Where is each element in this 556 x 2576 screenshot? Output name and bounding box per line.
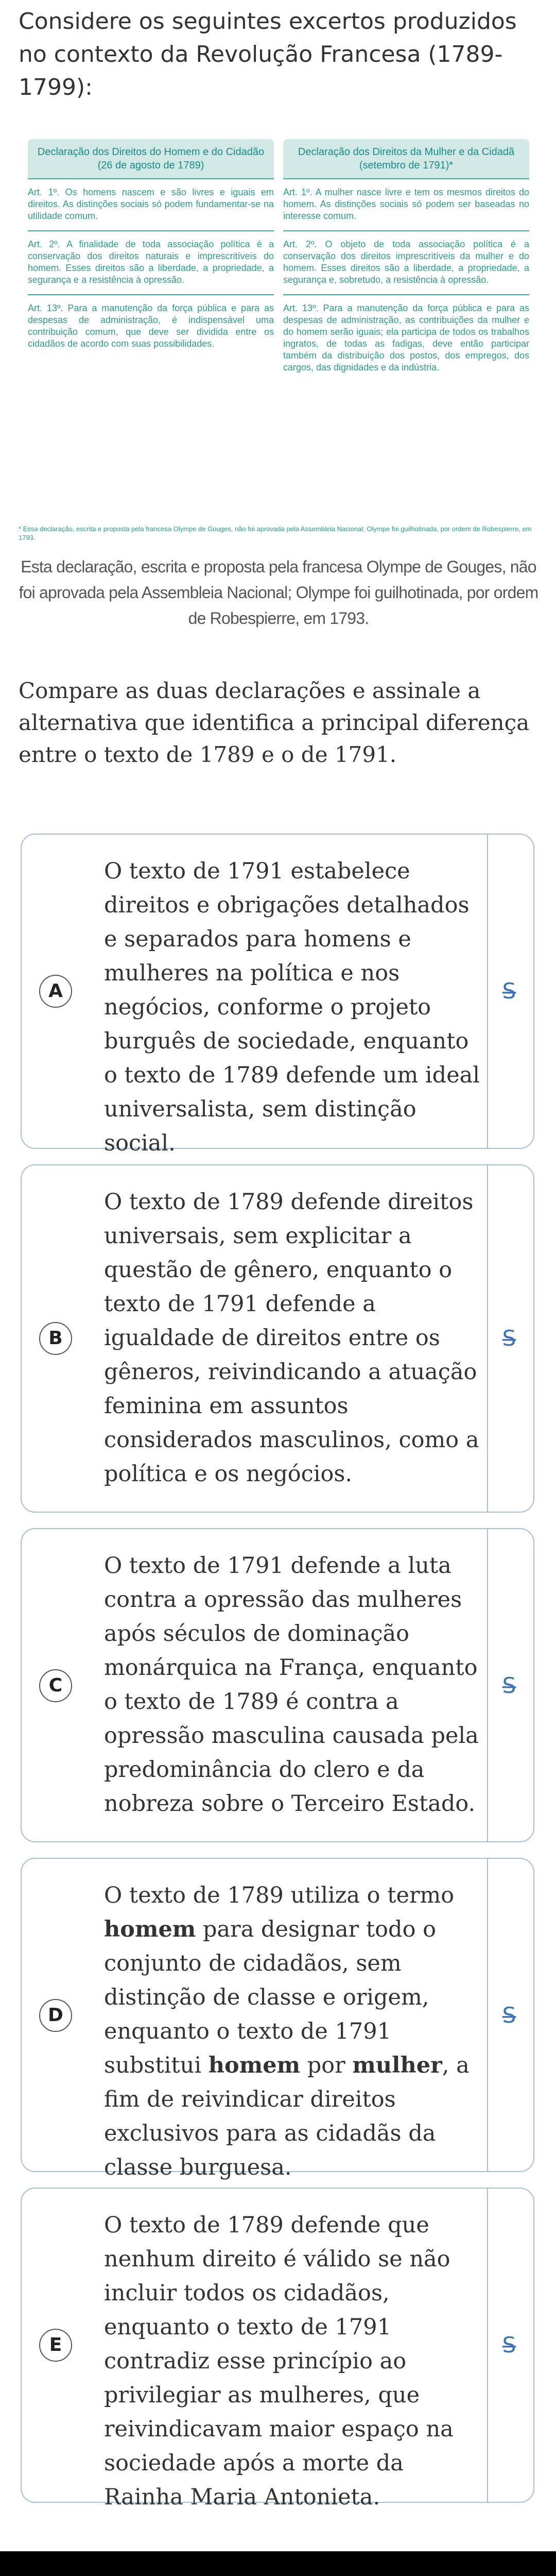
- emphasis-homem: homem: [104, 1917, 196, 1942]
- divider: [487, 1529, 488, 1841]
- table-footnote: * Essa declaração, escrita e proposta pela francesa Olympe de Gouges, não foi aprovada pela Assembleia Nacional; Olympe foi guilhotinada, por ordem de Robespierre, em 1793.: [19, 525, 532, 541]
- option-b[interactable]: [21, 1164, 534, 1513]
- option-text: O texto de 1789 utiliza o termo homem para designar todo o conjunto de cidadãos, sem distinção de classe e origem, enquanto o texto de 1791 substitui homem por mulher, a fim de reivindicar direitos exclusivos para as cidadãs da classe burguesa.: [104, 1883, 470, 2180]
- option-letter: C: [39, 1669, 72, 1702]
- divider: [487, 835, 488, 1148]
- strikethrough-icon[interactable]: S̶: [502, 1326, 516, 1351]
- emphasis-mulher: mulher: [352, 2053, 442, 2078]
- divider: [487, 1859, 488, 2171]
- option-e[interactable]: [21, 2188, 534, 2510]
- article-13-1789: Art. 13º. Para a manutenção da força pública e para as despesas de administração, é indispensável uma contribuição comum, que deve ser dividida entre os cidadãos de acordo com suas possibilidades.: [28, 294, 274, 382]
- article-1-1789: Art. 1º. Os homens nascem e são livres e iguais em direitos. As distinções sociais só podem fundamentar-se na utilidade comum.: [28, 178, 274, 230]
- header-1791: Declaração dos Direitos da Mulher e da Cidadã (setembro de 1791)*: [283, 139, 529, 178]
- option-text: O texto de 1789 defende direitos universais, sem explicitar a questão de gênero, enquanto o texto de 1791 defende a igualdade de direitos entre os gêneros, reivindicando a atuação feminina em assuntos considerados masculinos, como a política e os negócios.: [104, 1189, 479, 1487]
- strikethrough-icon[interactable]: S̶: [502, 2332, 516, 2358]
- emphasis-homem: homem: [208, 2053, 301, 2078]
- comparison-table: [19, 139, 538, 382]
- option-letter: D: [39, 1999, 72, 2032]
- article-2-1791: Art. 2º. O objeto de toda associação política é a conservação dos direitos imprescritíveis da mulher e do homem. Esses direitos são a liberdade, a propriedade, a segurança e, sobretudo, a resistência à opressão.: [283, 230, 529, 294]
- question-text: Compare as duas declarações e assinale a alternativa que identifica a principal diferença entre o texto de 1789 e o de 1791.: [19, 678, 530, 767]
- strikethrough-icon[interactable]: S̶: [502, 1673, 516, 1698]
- option-text: O texto de 1791 defende a luta contra a opressão das mulheres após séculos de dominação monárquica na França, enquanto o texto de 1789 é contra a opressão masculina causada pela predominância do clero e da nobreza sobre o Terceiro Estado.: [104, 1553, 479, 1817]
- header-1789: Declaração dos Direitos do Homem e do Cidadão (26 de agosto de 1789): [28, 139, 274, 178]
- option-letter: A: [39, 975, 72, 1008]
- bottom-bar: [0, 2551, 556, 2576]
- divider: [487, 2189, 488, 2502]
- strikethrough-icon[interactable]: S̶: [502, 2003, 516, 2028]
- caption: Esta declaração, escrita e proposta pela francesa Olympe de Gouges, não foi aprovada pela Assembleia Nacional; Olympe foi guilhotinada, por ordem de Robespierre, em 1793.: [19, 557, 538, 628]
- option-text: O texto de 1791 estabelece direitos e obrigações detalhados e separados para homens e mulheres na política e nos negócios, conforme o projeto burguês de sociedade, enquanto o texto de 1789 defende um ideal universalista, sem distinção social.: [104, 858, 480, 1156]
- article-13-1791: Art. 13º. Para a manutenção da força pública e para as despesas de administração, as contribuições da mulher e do homem serão iguais; ela participa de todos os trabalhos ingratos, de todas as fadigas, deve então participar também da distribuição dos postos, dos empregos, dos cargos, das dignidades e da indústria.: [283, 294, 529, 382]
- divider: [487, 1165, 488, 1512]
- option-letter: B: [39, 1322, 72, 1355]
- article-2-1789: Art. 2º. A finalidade de toda associação política é a conservação dos direitos naturais e imprescritíveis do homem. Esses direitos são a liberdade, a propriedade, a segurança e a resistência à opressão.: [28, 230, 274, 294]
- option-text: O texto de 1789 defende que nenhum direito é válido se não incluir todos os cidadãos, enquanto o texto de 1791 contradiz esse princípio ao privilegiar as mulheres, que reivindicavam maior espaço na sociedade após a morte da Rainha Maria Antonieta.: [104, 2212, 454, 2510]
- option-letter: E: [39, 2329, 72, 2362]
- option-d[interactable]: [21, 1858, 534, 2180]
- strikethrough-icon[interactable]: S̶: [502, 978, 516, 1004]
- article-1-1791: Art. 1º. A mulher nasce livre e tem os mesmos direitos do homem. As distinções sociais só podem ser baseadas no interesse comum.: [283, 178, 529, 230]
- intro-text: Considere os seguintes excertos produzidos no contexto da Revolução Francesa (1789-1799):: [19, 8, 517, 100]
- option-a[interactable]: [21, 834, 534, 1156]
- option-c[interactable]: [21, 1528, 534, 1842]
